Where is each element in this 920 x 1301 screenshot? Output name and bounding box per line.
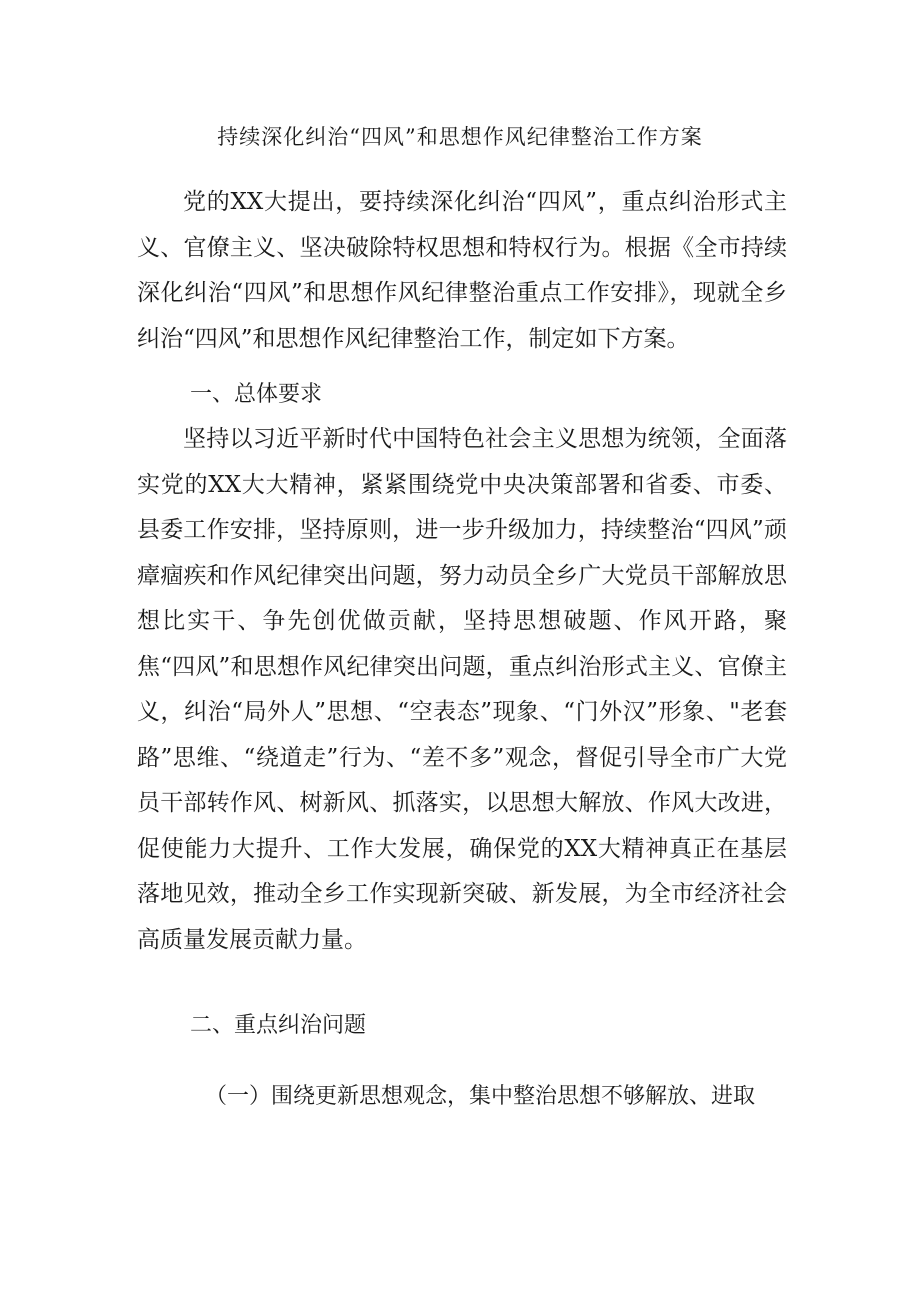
intro-paragraph: 党的XX大提出，要持续深化纠治“四风”，重点纠治形式主义、官僚主义、坚决破除特权思想和特权行为。根据《全市持续深化纠治“四风”和思想作风纪律整治重点工作安排》，现就全乡纠治“四风”和思想作风纪律整治工作，制定如下方案。 bbox=[137, 189, 787, 352]
section-heading-general-requirements: 一、总体要求 bbox=[190, 382, 323, 407]
section-heading-key-problems: 二、重点纠治问题 bbox=[190, 1013, 367, 1038]
subsection-one-text: （一）围绕更新思想观念，集中整治思想不够解放、进取 bbox=[205, 1084, 756, 1109]
general-requirements-paragraph: 坚持以习近平新时代中国特色社会主义思想为统领，全面落实党的XX大大精神，紧紧围绕党中央决策部署和省委、市委、县委工作安排，坚持原则，进一步升级加力，持续整治“四风”顽瘴痼疾和作风纪律突出问题，努力动员全乡广大党员干部解放思想比实干、争先创优做贡献，坚持思想破题、作风开路，聚焦“四风”和思想作风纪律突出问题，重点纠治形式主义、官僚主义，纠治“局外人”思想、“空表态”现象、“门外汉”形象、"老套路”思维、“绕道走”行为、“差不多”观念，督促引导全市广大党员干部转作风、树新风、抓落实，以思想大解放、作风大改进，促使能力大提升、工作大发展，确保党的XX大精神真正在基层落地见效，推动全乡工作实现新突破、新发展，为全市经济社会高质量发展贡献力量。 bbox=[137, 426, 787, 953]
document-title: 持续深化纠治“四风”和思想作风纪律整治工作方案 bbox=[217, 125, 703, 149]
